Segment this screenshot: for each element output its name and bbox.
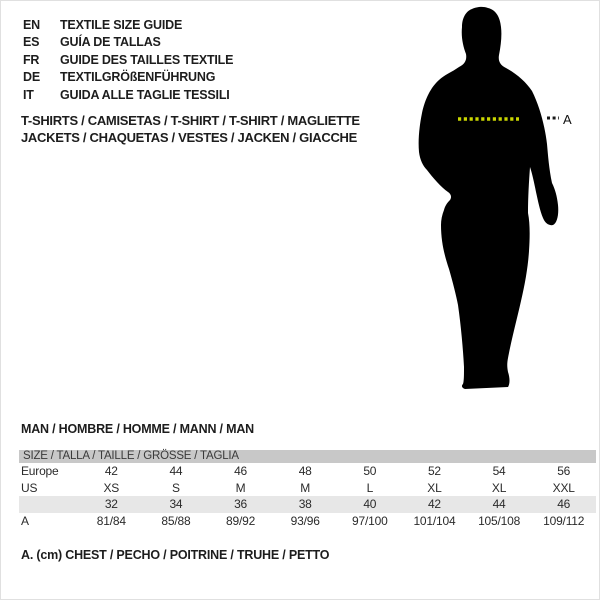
- table-cell: 42: [104, 464, 118, 478]
- table-cell: 44: [492, 497, 506, 511]
- table-cell: 93/96: [290, 513, 320, 528]
- language-row-en: [23, 16, 233, 34]
- table-cell: 105/108: [478, 513, 521, 528]
- language-code: IT: [23, 87, 34, 102]
- language-label: GUIDA ALLE TAGLIE TESSILI: [60, 87, 230, 102]
- measure-label-a: A: [563, 112, 572, 127]
- language-label: GUÍA DE TALLAS: [60, 35, 161, 50]
- table-cell: 97/100: [352, 513, 388, 528]
- table-cell: 48: [298, 464, 312, 478]
- table-row-chest-a: [19, 513, 596, 530]
- table-cell: 85/88: [161, 513, 191, 528]
- table-cell: 36: [234, 497, 248, 511]
- size-table-header: SIZE / TALLA / TAILLE / GRÖSSE / TAGLIA: [19, 450, 596, 463]
- table-cell: 52: [427, 464, 441, 478]
- language-list: [23, 16, 233, 104]
- table-row-europe: [19, 463, 596, 480]
- row-label-us: US: [21, 480, 38, 495]
- language-row-es: [23, 34, 233, 52]
- language-row-it: [23, 86, 233, 104]
- table-row-alt-size: [19, 496, 596, 513]
- language-label: TEXTILGRÖßENFÜHRUNG: [60, 70, 216, 85]
- category-list: [21, 113, 360, 146]
- man-silhouette: [419, 7, 559, 389]
- table-row-us: [19, 480, 596, 497]
- row-label-a: A: [21, 513, 29, 528]
- table-cell: 109/112: [543, 513, 585, 528]
- row-label-europe: Europe: [21, 464, 59, 478]
- table-cell: 44: [169, 464, 183, 478]
- table-cell: 81/84: [96, 513, 126, 528]
- table-cell: 50: [363, 464, 377, 478]
- table-cell: XL: [491, 480, 507, 495]
- language-code: EN: [23, 17, 40, 32]
- table-cell: 32: [104, 497, 118, 511]
- table-cell: 34: [169, 497, 183, 511]
- table-cell: 46: [557, 497, 571, 511]
- table-cell: 54: [492, 464, 506, 478]
- size-table-header-row: [19, 450, 596, 463]
- table-cell: S: [172, 480, 180, 495]
- category-line-jackets: JACKETS / CHAQUETAS / VESTES / JACKEN / GIACCHE: [21, 129, 357, 145]
- category-line-tshirts: T-SHIRTS / CAMISETAS / T-SHIRT / T-SHIRT / MAGLIETTE: [21, 113, 360, 128]
- language-code: DE: [23, 70, 40, 85]
- table-cell: 42: [427, 497, 441, 511]
- man-heading: MAN / HOMBRE / HOMME / MANN / MAN: [21, 422, 254, 436]
- table-cell: L: [366, 480, 374, 495]
- row-label-blank: [19, 496, 79, 513]
- language-label: TEXTILE SIZE GUIDE: [60, 17, 183, 32]
- table-cell: XL: [427, 480, 442, 495]
- language-label: GUIDE DES TAILLES TEXTILE: [60, 52, 234, 67]
- table-cell: M: [235, 480, 246, 495]
- language-code: ES: [23, 35, 40, 50]
- language-code: FR: [23, 52, 40, 67]
- table-cell: M: [300, 480, 311, 495]
- table-cell: 56: [557, 464, 571, 478]
- table-cell: XXL: [552, 480, 575, 495]
- size-table: [19, 450, 596, 529]
- language-row-fr: [23, 51, 233, 69]
- man-silhouette-figure: [406, 1, 581, 396]
- table-cell: XS: [103, 480, 120, 495]
- measure-footnote: A. (cm) CHEST / PECHO / POITRINE / TRUHE / PETTO: [21, 548, 330, 562]
- table-cell: 101/104: [413, 513, 456, 528]
- table-cell: 38: [298, 497, 312, 511]
- table-cell: 89/92: [226, 513, 256, 528]
- table-cell: 46: [234, 464, 248, 478]
- language-row-de: [23, 69, 233, 87]
- table-cell: 40: [363, 497, 377, 511]
